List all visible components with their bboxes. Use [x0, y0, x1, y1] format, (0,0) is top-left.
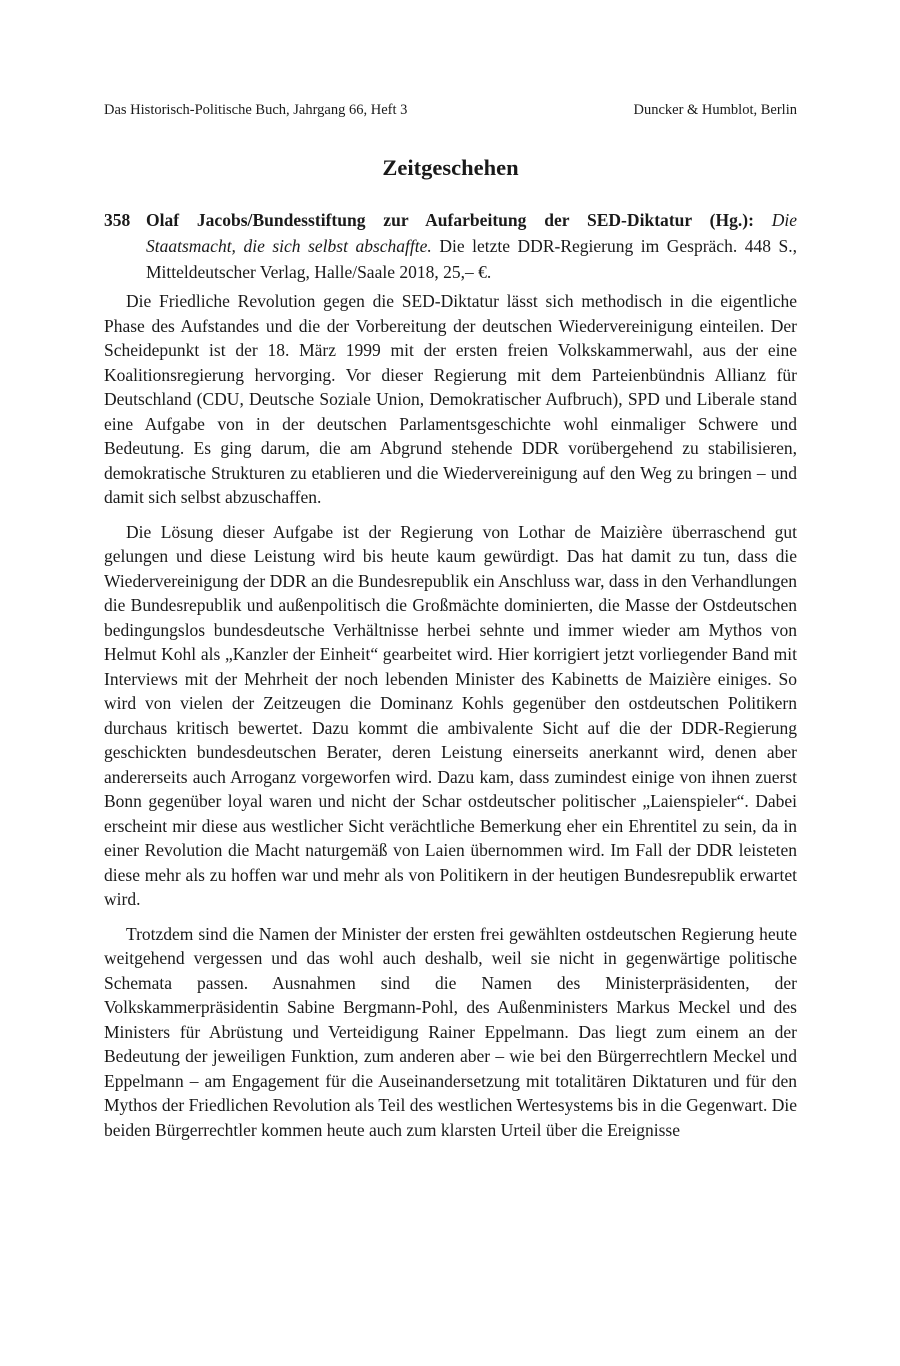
paragraph: Die Lösung dieser Aufgabe ist der Regierung von Lothar de Maizière überraschend gut gelungen und diese Leistung wird bis heute kaum gewürdigt. Das hat damit zu tun, dass die Wiedervereinigung der DDR an die Bundesrepublik ein Anschluss war, dass in den Verhandlungen die Bundesrepublik und außenpolitisch die Großmächte dominierten, die Masse der Ostdeutschen bedingungslos bundesdeutsche Verhältnisse herbei sehnte und immer wieder am Mythos von Helmut Kohl als „Kanzler der Einheit“ gearbeitet wird. Hier korrigiert jetzt vorliegender Band mit Interviews mit der Mehrheit der noch lebenden Minister des Kabinetts de Maizière einiges. So wird von vielen der Zeitzeugen die Dominanz Kohls gegenüber den ostdeutschen Politikern durchaus kritisch bewertet. Dazu kommt die ambivalente Sicht auf die der DDR-Regierung geschickten bundesdeutschen Berater, deren Leistung einerseits anerkannt wird, denen aber andererseits auch Arroganz vorgeworfen wird. Dazu kam, dass zumindest einige von ihnen zuerst Bonn gegenüber loyal waren und nicht der Schar ostdeutscher politischer „Laienspieler“. Dabei erscheint mir diese aus westlicher Sicht verächtliche Bemerkung eher ein Ehrentitel zu sein, da in einer Revolution die Macht naturgemäß von Laien übernommen wird. Im Fall der DDR leisteten diese mehr als zu hoffen war und mehr als von Politikern in der heutigen Bundesrepublik erwartet wird. — [104, 521, 797, 909]
entry-citation — [104, 207, 797, 285]
running-head-journal: Das Historisch-Politische Buch, Jahrgang 66, Heft 3 — [104, 102, 408, 118]
entry-title: Die Staatsmacht, die sich selbst abschaffte. — [146, 210, 797, 256]
section-title: Zeitgeschehen — [382, 155, 519, 180]
entry-number: 358 — [104, 210, 131, 230]
paragraph: Trotzdem sind die Namen der Minister der ersten frei gewählten ostdeutschen Regierung heute weitgehend vergessen und das wohl auch deshalb, weil sie nicht in gegenwärtige politische Schemata passen. Ausnahmen sind die Namen des Ministerpräsidenten, der Volkskammerpräsidentin Sabine Bergmann-Pohl, des Außenministers Markus Meckel und des Ministers für Abrüstung und Verteidigung Rainer Eppelmann. Das liegt zum einem an der Bedeutung der jeweiligen Funktion, zum anderen aber – wie bei den Bürgerrechtlern Meckel und Eppelmann – am Engagement für die Auseinandersetzung mit totalitären Diktaturen und für den Mythos der Friedlichen Revolution als Teil des westlichen Wertesystems bis in die Gegenwart. Die beiden Bürgerrechtler kommen heute auch zum klarsten Urteil über die Ereignisse — [104, 923, 797, 1140]
bibliography-entry — [104, 207, 797, 285]
entry-authors: Olaf Jacobs/Bundesstiftung zur Aufarbeitung der SED-Diktatur (Hg.): — [146, 210, 754, 230]
entry-details: Die letzte DDR-Regierung im Gespräch. 448 S., Mitteldeutscher Verlag, Halle/Saale 2018, 25,– €. — [146, 236, 797, 282]
paragraph: Die Friedliche Revolution gegen die SED-Diktatur lässt sich methodisch in die eigentliche Phase des Aufstandes und die der Vorbereitung der deutschen Wiedervereinigung einteilen. Der Scheidepunkt ist der 18. März 1999 mit der ersten freien Volkskammerwahl, aus der eine Koalitionsregierung hervorging. Vor dieser Regierung mit dem Parteienbündnis Allianz für Deutschland (CDU, Deutsche Soziale Union, Demokratischer Aufbruch), SPD und Liberale stand eine Aufgabe von in der deutschen Parlamentsgeschichte wohl einmaliger Schwere und Bedeutung. Es ging darum, die am Abgrund stehende DDR vorübergehend zu stabilisieren, demokratische Strukturen zu etablieren und die Wiedervereinigung auf den Weg zu bringen – und damit sich selbst abzuschaffen. — [104, 291, 797, 507]
review-body — [104, 289, 797, 1152]
running-head-publisher: Duncker & Humblot, Berlin — [633, 102, 797, 118]
running-head — [104, 100, 797, 120]
